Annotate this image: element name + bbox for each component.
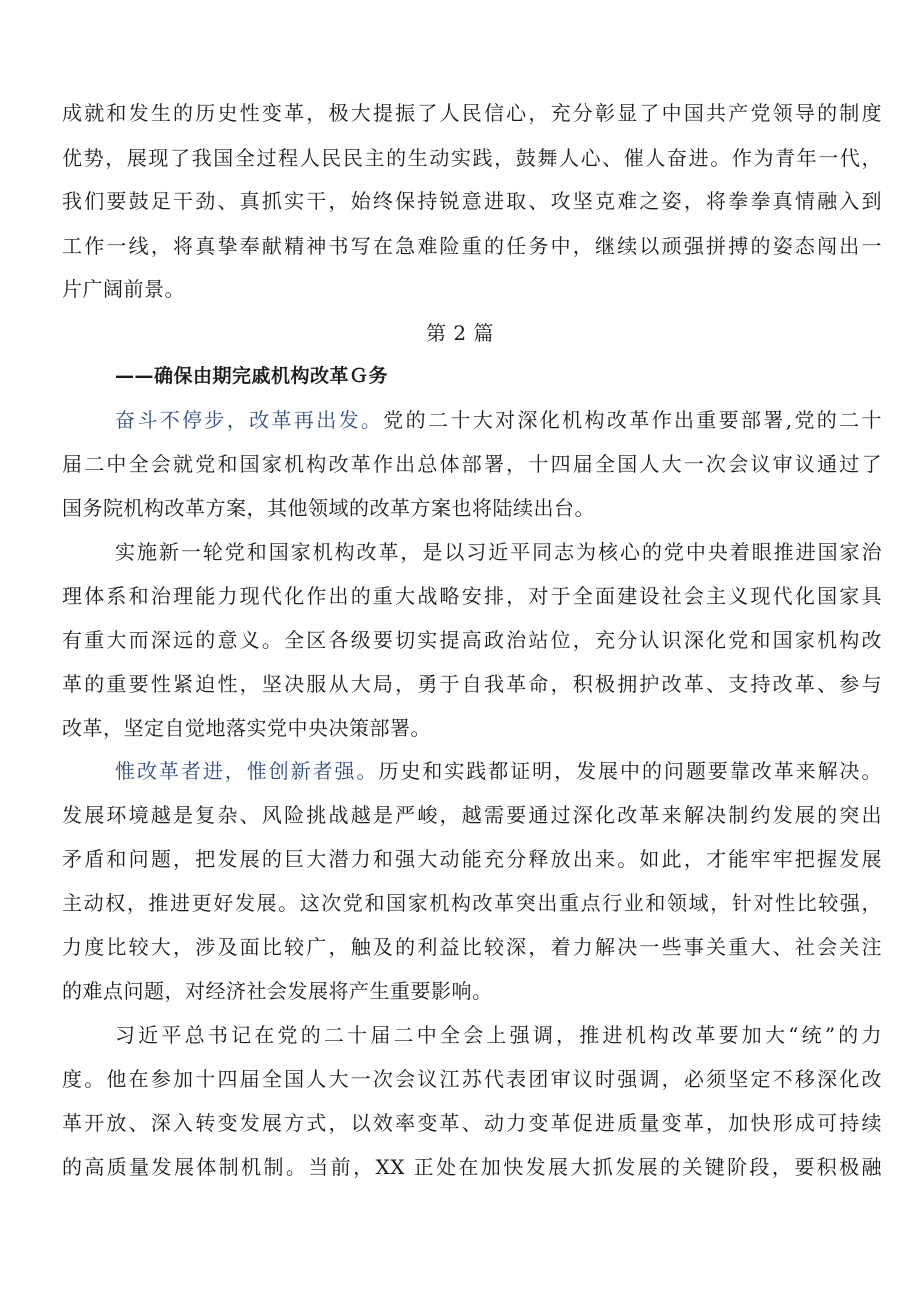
- paragraph-2-line-2: 届二中全会就党和国家机构改革作出总体部署，十四届全国人大一次会议审议通过了: [62, 452, 882, 476]
- paragraph-2-line-1-rest: 党的二十大对深化机构改革作出重要部署,党的二十: [383, 408, 883, 432]
- paragraph-2-highlight: 奋斗不停步，改革再出发。: [115, 408, 384, 432]
- paragraph-4-line-1: [115, 758, 882, 784]
- paragraph-2-line-1: [115, 407, 882, 433]
- paragraph-4-line-5: 力度比较大，涉及面比较广，触及的利益比较深，着力解决一些事关重大、社会关注: [62, 935, 882, 959]
- paragraph-5-line-2: 度。他在参加十四届全国人大一次会议江苏代表团审议时强调，必须坚定不移深化改: [62, 1067, 882, 1091]
- paragraph-5-line-4: 的高质量发展体制机制。当前，XX 正处在加快发展大抓发展的关键阶段，要积极融: [62, 1155, 882, 1179]
- section-subtitle: ——确保由期完戚机构改革Ｇ务: [115, 365, 389, 387]
- paragraph-3-line-2: 理体系和治理能力现代化作出的重大战略安排，对于全面建设社会主义现代化国家具: [62, 584, 882, 608]
- paragraph-3-line-4: 革的重要性紧迫性，坚决服从大局，勇于自我革命，积极拥护改革、支持改革、参与: [62, 672, 882, 696]
- paragraph-1-line-5: 片广阔前景。: [62, 277, 185, 301]
- paragraph-1-line-1: 成就和发生的历史性变革，极大提振了人民信心，充分彰显了中国共产党领导的制度: [62, 101, 882, 125]
- paragraph-4-line-6: 的难点问题，对经济社会发展将产生重要影响。: [62, 979, 493, 1003]
- paragraph-3-line-3: 有重大而深远的意义。全区各级要切实提高政治站位，充分认识深化党和国家机构改: [62, 628, 882, 652]
- paragraph-4-line-1-rest: 历史和实践都证明，发展中的问题要靠改革来解决。: [378, 759, 883, 783]
- paragraph-4-line-3: 矛盾和问题，把发展的巨大潜力和强大动能充分释放出来。如此，才能牢牢把握发展: [62, 847, 882, 871]
- paragraph-1-line-3: 我们要鼓足干劲、真抓实干，始终保持锐意进取、攻坚克难之姿，将拳拳真情融入到: [62, 189, 882, 213]
- paragraph-2-line-3: 国务院机构改革方案，其他领域的改革方案也将陆续出台。: [62, 496, 595, 520]
- paragraph-3-line-5: 改革，坚定自觉地落实党中央决策部署。: [62, 716, 431, 740]
- paragraph-5-line-1: 习近平总书记在党的二十届二中全会上强调，推进机构改革要加大“统”的力: [115, 1023, 882, 1047]
- paragraph-4-highlight: 惟改革者进，惟创新者强。: [115, 759, 379, 783]
- paragraph-4-line-2: 发展环境越是复杂、风险挑战越是严峻，越需要通过深化改革来解决制约发展的突出: [62, 803, 882, 827]
- paragraph-4-line-4: 主动权，推进更好发展。这次党和国家机构改革突出重点行业和领域，针对性比较强，: [62, 891, 882, 915]
- paragraph-1-line-2: 优势，展现了我国全过程人民民主的生动实践，鼓舞人心、催人奋进。作为青年一代，: [62, 146, 882, 170]
- paragraph-1-line-4: 工作一线，将真挚奉献精神书写在急难险重的任务中，继续以顽强拼搏的姿态闯出一: [62, 234, 882, 258]
- section-heading: 第 2 篇: [426, 321, 494, 345]
- paragraph-3-line-1: 实施新一轮党和国家机构改革，是以习近平同志为核心的党中央着眼推进国家治: [115, 540, 882, 564]
- paragraph-5-line-3: 革开放、深入转变发展方式，以效率变革、动力变革促进质量变革，加快形成可持续: [62, 1111, 882, 1135]
